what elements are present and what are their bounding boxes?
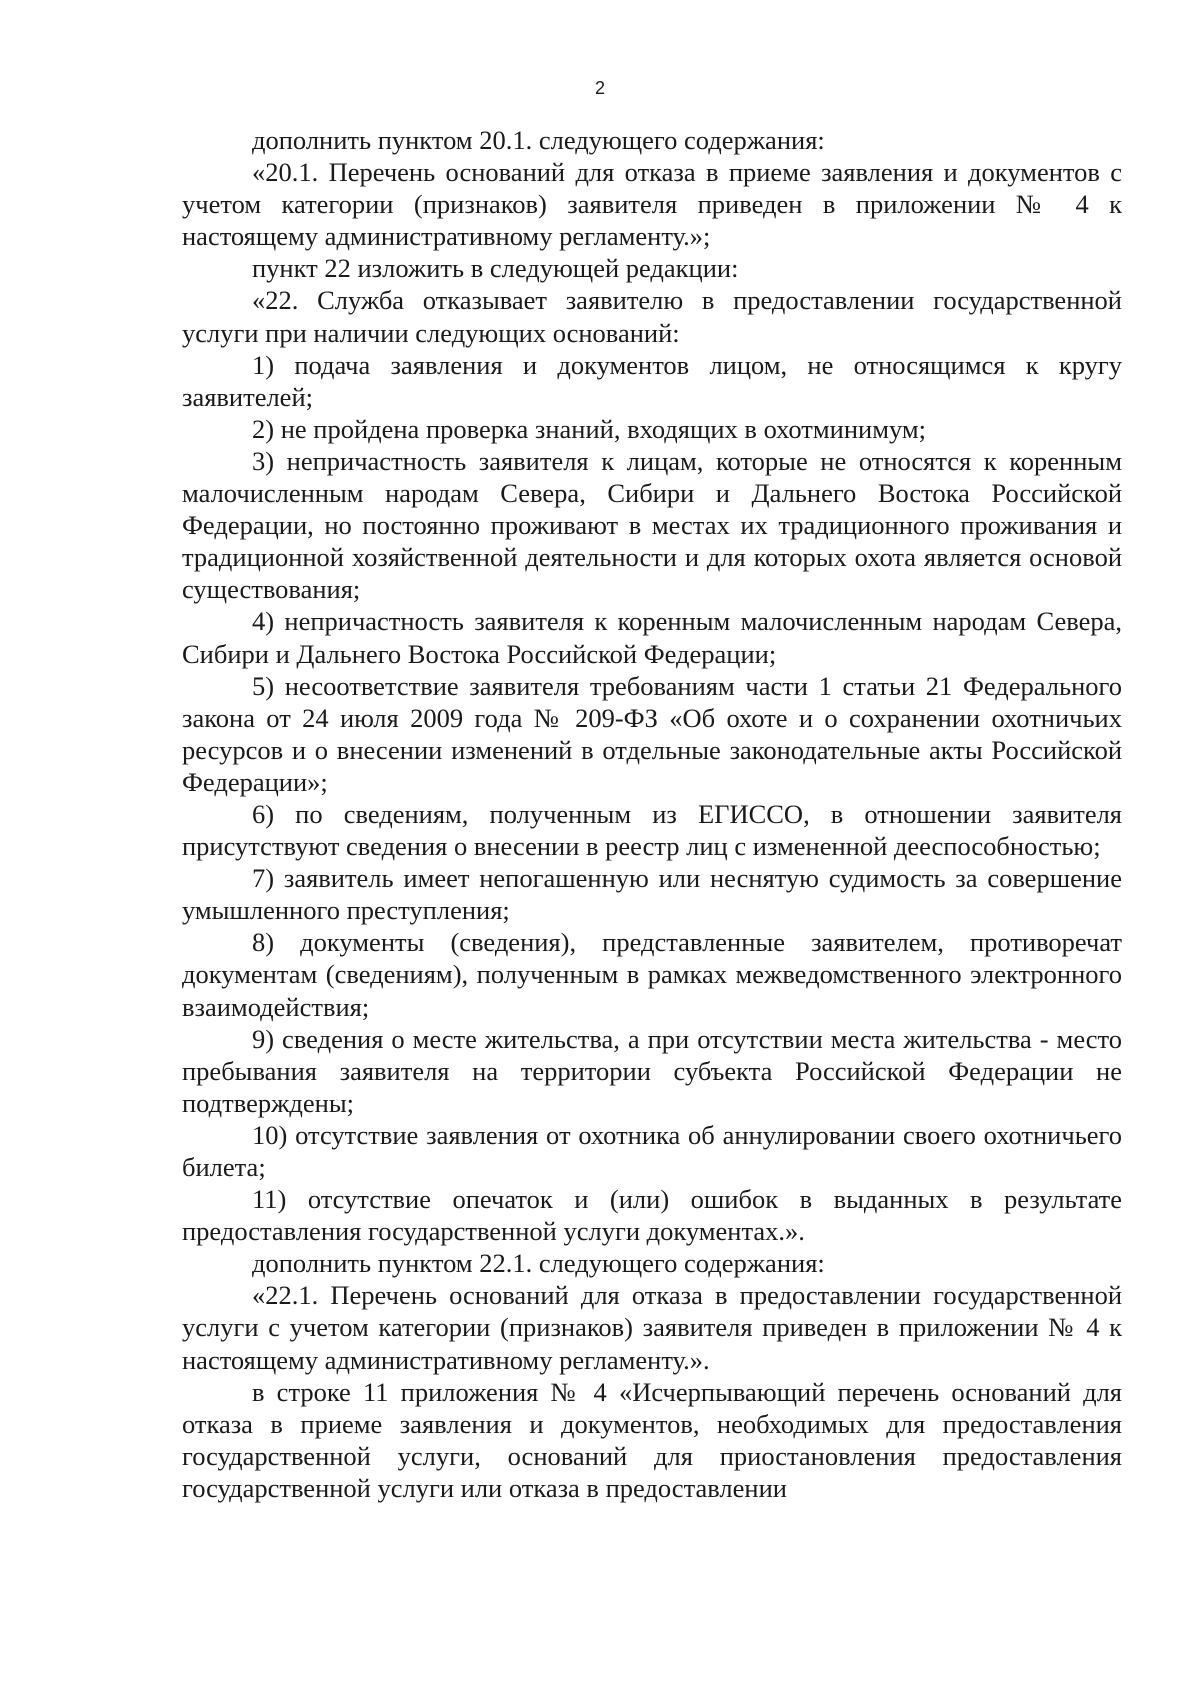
list-item: 7) заявитель имеет непогашенную или неснятую судимость за совершение умышленного преступления;	[182, 863, 1122, 926]
paragraph: «20.1. Перечень оснований для отказа в приеме заявления и документов с учетом категории (признаков) заявителя приведен в приложении № 4 к настоящему административному регламенту.»;	[182, 157, 1122, 252]
paragraph: дополнить пунктом 22.1. следующего содержания:	[252, 1248, 825, 1279]
list-item: 10) отсутствие заявления от охотника об аннулировании своего охотничьего билета;	[182, 1119, 1122, 1182]
list-item: 1) подача заявления и документов лицом, не относящимся к кругу заявителей;	[182, 349, 1122, 412]
document-body	[182, 124, 1122, 1504]
paragraph: пункт 22 изложить в следующей редакции:	[252, 253, 739, 284]
list-item: 6) по сведениям, полученным из ЕГИССО, в отношении заявителя присутствуют сведения о внесении в реестр лиц с измененной дееспособностью;	[182, 798, 1122, 862]
list-item: 4) непричастность заявителя к коренным малочисленным народам Севера, Сибири и Дальнего Востока Российской Федерации;	[182, 606, 1122, 669]
paragraph: «22.1. Перечень оснований для отказа в предоставлении государственной услуги с учетом категории (признаков) заявителя приведен в приложении № 4 к настоящему административному регламенту.».	[182, 1280, 1122, 1375]
list-item: 5) несоответствие заявителя требованиям части 1 статьи 21 Федерального закона от 24 июля 2009 года № 209-ФЗ «Об охоте и о сохранении охотничьих ресурсов и о внесении изменений в отдельные законодательные акты Российской Федерации»;	[182, 670, 1122, 797]
list-item: 3) непричастность заявителя к лицам, которые не относятся к коренным малочисленным народам Севера, Сибири и Дальнего Востока Российской Федерации, но постоянно проживают в местах их традиционного проживания и традиционной хозяйственной деятельности и для которых охота является основой существования;	[182, 445, 1122, 605]
paragraph: в строке 11 приложения № 4 «Исчерпывающий перечень оснований для отказа в приеме заявления и документов, необходимых для предоставления государственной услуги, оснований для приостановления предоставления государственной услуги или отказа в предоставлении	[182, 1376, 1122, 1503]
list-item: 2) не пройдена проверка знаний, входящих в охотминимум;	[252, 413, 927, 444]
list-item: 11) отсутствие опечаток и (или) ошибок в выданных в результате предоставления государственной услуги документах.».	[182, 1184, 1122, 1247]
page-number: 2	[594, 78, 605, 98]
paragraph: дополнить пунктом 20.1. следующего содержания:	[252, 125, 825, 155]
paragraph: «22. Служба отказывает заявителю в предоставлении государственной услуги при наличии следующих оснований:	[182, 285, 1122, 348]
list-item: 8) документы (сведения), представленные заявителем, противоречат документам (сведениям), полученным в рамках межведомственного электронного взаимодействия;	[182, 927, 1122, 1022]
list-item: 9) сведения о месте жительства, а при отсутствии места жительства - место пребывания заявителя на территории субъекта Российской Федерации не подтверждены;	[182, 1023, 1122, 1118]
